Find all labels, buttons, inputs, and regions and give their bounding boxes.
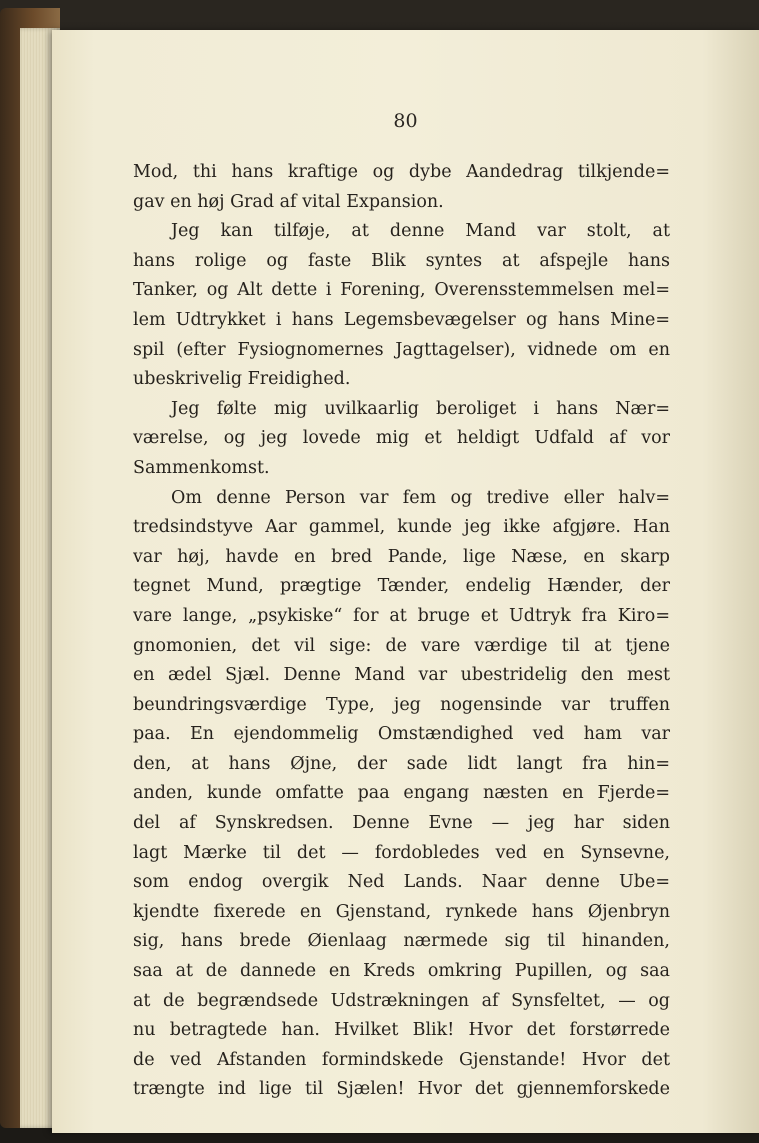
text-line: gav en høj Grad af vital Expansion. xyxy=(133,191,444,212)
text-line: tredsindstyve Aar gammel, kunde jeg ikke afgjøre. Han xyxy=(133,517,670,538)
text-line: lem Udtrykket i hans Legemsbevægelser og hans Mine= xyxy=(133,309,670,330)
text-line: kjendte fixerede en Gjenstand, rynkede hans Øjenbryn xyxy=(133,901,670,922)
text-line: trængte ind lige til Sjælen! Hvor det gjennemforskede xyxy=(133,1079,670,1100)
text-line: hans rolige og faste Blik syntes at afspejle hans xyxy=(133,250,670,271)
text-line: gnomonien, det vil sige: de vare værdige til at tjene xyxy=(133,635,670,656)
text-line: paa. En ejendommelig Omstændighed ved ham var xyxy=(133,724,670,745)
body-text xyxy=(133,158,670,1105)
text-line: at de begrændsede Udstrækningen af Synsfeltet, — og xyxy=(133,990,670,1011)
text-line: Jeg kan tilføje, at denne Mand var stolt, at xyxy=(171,221,670,242)
text-line: saa at de dannede en Kreds omkring Pupillen, og saa xyxy=(133,961,670,982)
text-line: en ædel Sjæl. Denne Mand var ubestridelig den mest xyxy=(133,665,670,686)
text-line: lagt Mærke til det — fordobledes ved en Synsevne, xyxy=(133,842,670,863)
text-line: værelse, og jeg lovede mig et heldigt Udfald af vor xyxy=(133,428,670,449)
text-line: Jeg følte mig uvilkaarlig beroliget i hans Nær= xyxy=(171,398,670,419)
text-line: Tanker, og Alt dette i Forening, Overensstemmelsen mel= xyxy=(133,280,670,301)
text-line: ubeskrivelig Freidighed. xyxy=(133,369,351,390)
text-line: var høj, havde en bred Pande, lige Næse, en skarp xyxy=(133,546,670,567)
text-line: nu betragtede han. Hvilket Blik! Hvor det forstørrede xyxy=(133,1020,670,1041)
text-line: de ved Afstanden formindskede Gjenstande! Hvor det xyxy=(133,1049,670,1070)
page-number: 80 xyxy=(393,110,418,132)
text-line: beundringsværdige Type, jeg nogensinde var truffen xyxy=(133,694,670,715)
text-line: Om denne Person var fem og tredive eller halv= xyxy=(171,487,670,508)
text-line: spil (efter Fysiognomernes Jagttagelser), vidnede om en xyxy=(133,339,670,360)
text-line: vare lange, „psykiske“ for at bruge et Udtryk fra Kiro= xyxy=(133,605,670,626)
text-line: Sammenkomst. xyxy=(133,457,270,478)
text-line: sig, hans brede Øienlaag nærmede sig til hinanden, xyxy=(133,931,670,952)
text-line: den, at hans Øjne, der sade lidt langt fra hin= xyxy=(133,753,670,774)
text-line: anden, kunde omfatte paa engang næsten en Fjerde= xyxy=(133,783,670,804)
text-line: Mod, thi hans kraftige og dybe Aandedrag tilkjende= xyxy=(133,162,670,182)
text-line: som endog overgik Ned Lands. Naar denne Ube= xyxy=(133,872,670,893)
text-line: tegnet Mund, prægtige Tænder, endelig Hænder, der xyxy=(133,576,670,597)
text-line: del af Synskredsen. Denne Evne — jeg har siden xyxy=(133,813,670,834)
